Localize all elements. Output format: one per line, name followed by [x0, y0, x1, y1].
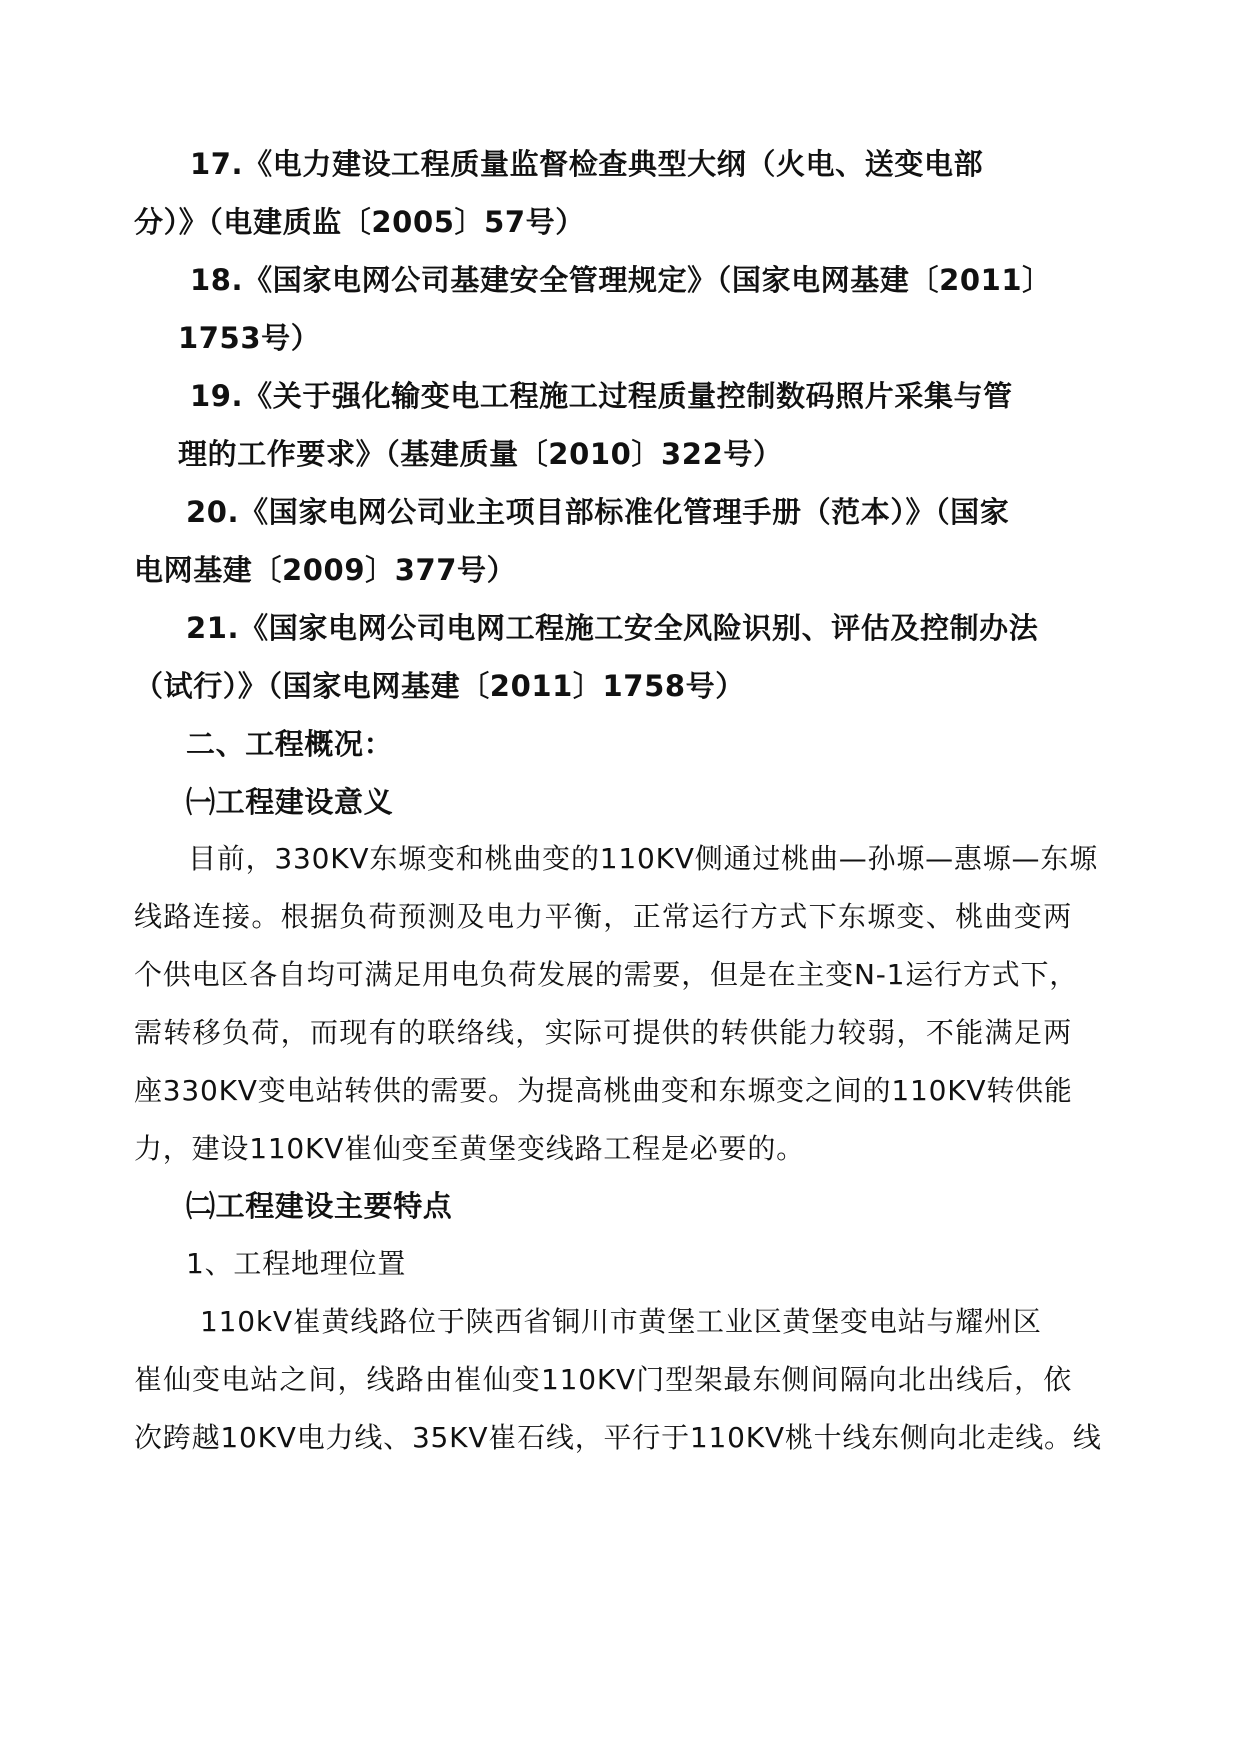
reference-21-line-2: （试行）》（国家电网基建〔2011〕1758号） [134, 669, 745, 703]
paragraph-line: 110kV崔黄线路位于陕西省铜川市黄堡工业区黄堡变电站与耀州区 [200, 1305, 1042, 1338]
paragraph-line: 崔仙变电站之间，线路由崔仙变110KV门型架最东侧间隔向北出线后，依 [134, 1363, 1072, 1396]
reference-17-line-2: 分）》（电建质监〔2005〕57号） [134, 205, 585, 239]
reference-17-line-1: 17.《电力建设工程质量监督检查典型大纲（火电、送变电部 [190, 147, 984, 181]
paragraph-line: 线路连接。根据负荷预测及电力平衡，正常运行方式下东塬变、桃曲变两 [134, 900, 1072, 933]
paragraph-line: 座330KV变电站转供的需要。为提高桃曲变和东塬变之间的110KV转供能 [134, 1074, 1073, 1107]
paragraph-line: 需转移负荷，而现有的联络线，实际可提供的转供能力较弱，不能满足两 [134, 1016, 1072, 1049]
reference-20-line-2: 电网基建〔2009〕377号） [134, 553, 517, 587]
reference-19-line-2: 理的工作要求》（基建质量〔2010〕322号） [178, 437, 783, 471]
reference-20-line-1: 20.《国家电网公司业主项目部标准化管理手册（范本）》（国家 [186, 495, 1010, 529]
paragraph-line: 目前，330KV东塬变和桃曲变的110KV侧通过桃曲—孙塬—惠塬—东塬 [188, 842, 1098, 875]
paragraph-line: 力，建设110KV崔仙变至黄堡变线路工程是必要的。 [134, 1132, 805, 1165]
item-heading-location: 1、工程地理位置 [186, 1247, 407, 1280]
subsection-heading-significance: ㈠工程建设意义 [186, 785, 394, 819]
paragraph-line: 个供电区各自均可满足用电负荷发展的需要，但是在主变N-1运行方式下， [134, 958, 1079, 991]
section-heading: 二、工程概况： [186, 727, 394, 761]
paragraph-line: 次跨越10KV电力线、35KV崔石线，平行于110KV桃十线东侧向北走线。线 [134, 1421, 1102, 1454]
reference-18-line-1: 18.《国家电网公司基建安全管理规定》（国家电网基建〔2011〕 [190, 263, 1052, 297]
reference-18-line-2: 1753号） [178, 321, 321, 355]
reference-19-line-1: 19.《关于强化输变电工程施工过程质量控制数码照片采集与管 [190, 379, 1013, 413]
subsection-heading-features: ㈡工程建设主要特点 [186, 1189, 453, 1223]
reference-21-line-1: 21.《国家电网公司电网工程施工安全风险识别、评估及控制办法 [186, 611, 1039, 645]
